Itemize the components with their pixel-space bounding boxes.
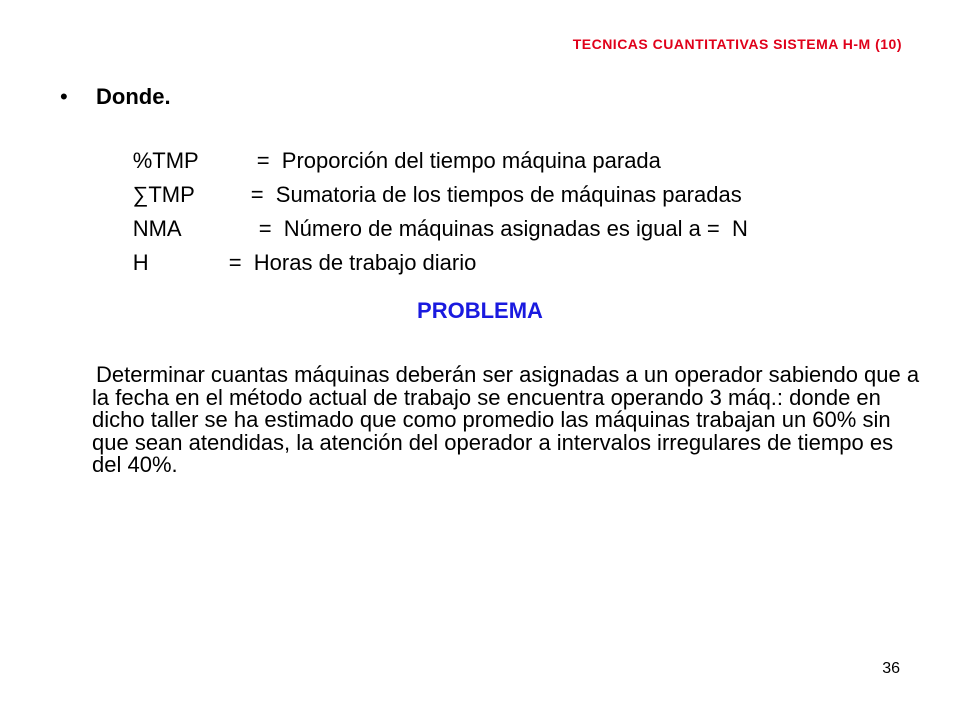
definition-row: [96, 116, 748, 173]
definition-equals: =: [250, 182, 264, 207]
definition-description: Proporción del tiempo máquina parada: [281, 148, 661, 173]
definition-term: ∑TMP: [132, 182, 195, 207]
definition-equals: =: [256, 148, 270, 173]
bullet-icon: •: [60, 84, 68, 109]
definition-term: %TMP: [132, 148, 199, 173]
problem-title: PROBLEMA: [417, 298, 543, 323]
bullet-label: Donde.: [96, 84, 171, 109]
definition-description: Horas de trabajo diario: [253, 250, 477, 275]
definition-equals: =: [258, 216, 272, 241]
definition-term: H: [132, 250, 149, 275]
definitions-list: [96, 116, 748, 275]
slide-header-title: TECNICAS CUANTITATIVAS SISTEMA H-M (10): [572, 36, 902, 52]
bullet-item: [60, 82, 171, 112]
definition-term: NMA: [132, 216, 182, 241]
definition-description: Número de máquinas asignadas es igual a = N: [283, 216, 748, 241]
page-number: 36: [882, 660, 900, 677]
problem-text: Determinar cuantas máquinas deberán ser asignadas a un operador sabiendo que a la fecha en el método actual de trabajo se encuentra operando 3 máq.: donde en dicho taller se ha estimado que como promedio las máquinas trabajan un 60% sin que sean atendidas, la atención del operador a intervalos irregulares de tiempo es del 40%.: [92, 362, 920, 477]
definition-description: Sumatoria de los tiempos de máquinas paradas: [275, 182, 742, 207]
definition-equals: =: [228, 250, 242, 275]
